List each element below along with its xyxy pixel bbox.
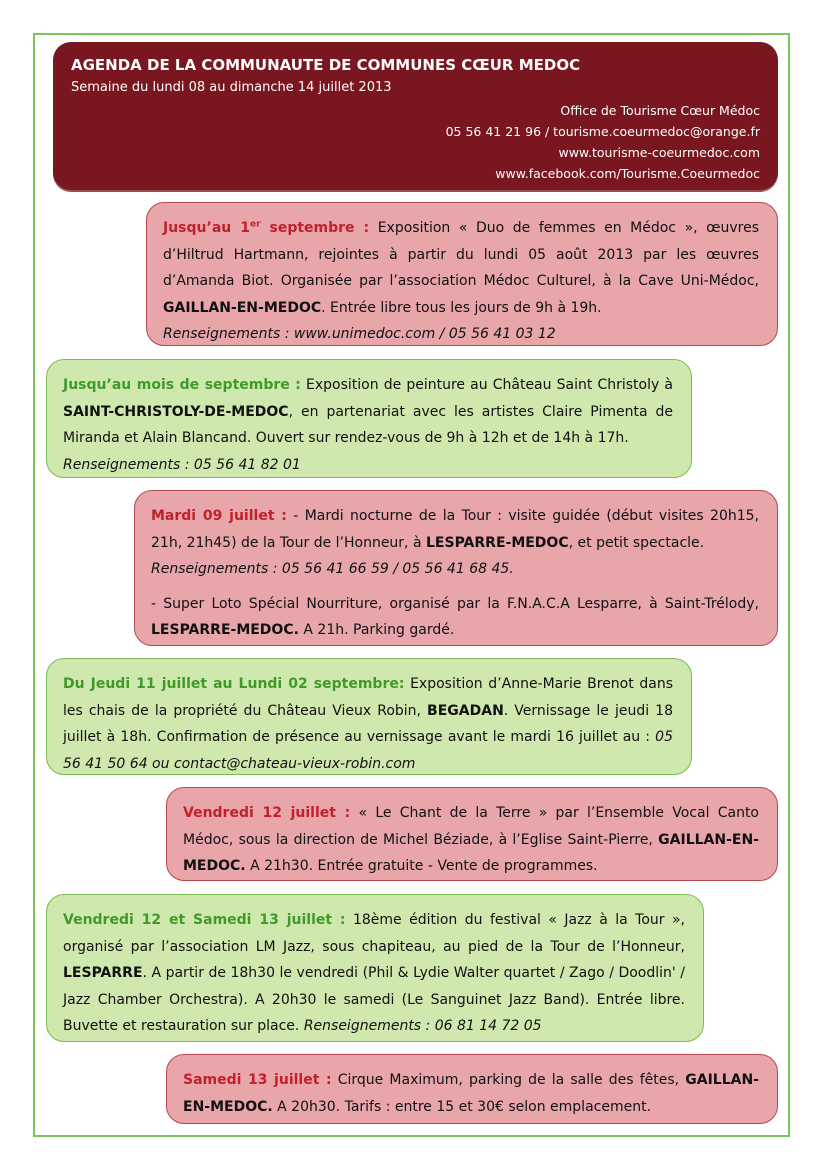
event-info: Renseignements : 05 56 41 82 01 [63,456,301,473]
agenda-title: AGENDA DE LA COMMUNAUTE DE COMMUNES CŒUR MEDOC [71,56,581,74]
event-card-5 [166,787,778,881]
event-description: « Le Chant de la Terre » par l’Ensemble Vocal Canto Médoc, sous la direction de Michel Béziade, à l’Eglise Saint-Pierre, [183,805,759,848]
event-date: Du Jeudi 11 juillet au Lundi 02 septembre: [63,676,405,692]
event-description: Exposition de peinture au Château Saint Christoly à [300,377,673,393]
event-description-2-end: A 21h. Parking gardé. [298,622,455,638]
office-phone-email: 05 56 41 21 96 / tourisme.coeurmedoc@orange.fr [445,124,760,139]
event-city: GAILLAN-EN-MEDOC. [183,831,759,874]
event-city: LESPARRE [63,965,143,981]
event-description: 18ème édition du festival « Jazz à la Tour », organisé par l’association LM Jazz, sous chapiteau, au pied de la Tour de l’Honneur, [63,912,685,955]
event-date: Jusqu’au 1er septembre : [163,219,370,236]
event-card-7 [166,1054,778,1124]
event-info: Renseignements : www.unimedoc.com / 05 56 41 03 12 [163,326,556,342]
event-description-end: . A partir de 18h30 le vendredi (Phil & Lydie Walter quartet / Zago / Doodlin' / Jazz Chamber Orchestra). A 20h30 le samedi (Le Sanguinet Jazz Band). Entrée libre. Buvette et restauration sur place. [63,965,685,1034]
event-description: Exposition d’Anne-Marie Brenot dans les chais de la propriété du Château Vieux Robin, [63,676,673,719]
event-description-2: - Super Loto Spécial Nourriture, organisé par la F.N.A.C.A Lesparre, à Saint-Trélody, [151,595,759,612]
event-city-2: LESPARRE-MEDOC. [151,622,299,638]
event-description-end: . Entrée libre tous les jours de 9h à 19h. [321,299,602,316]
tourism-office-contact [446,100,760,184]
event-date: Vendredi 12 juillet : [183,805,351,821]
event-description: Exposition « Duo de femmes en Médoc », œuvres d’Hiltrud Hartmann, rejointes à partir du lundi 05 août 2013 par les œuvres d’Amanda Biot. Organisée par l’association Médoc Culturel, à la Cave Uni-Médoc, [163,220,759,289]
event-date: Vendredi 12 et Samedi 13 juillet : [63,912,346,928]
event-description: Cirque Maximum, parking de la salle des fêtes, [331,1072,686,1088]
event-card-4 [46,658,692,775]
event-date: Jusqu’au mois de septembre : [63,377,301,393]
event-description-end: , en partenariat avec les artistes Claire Pimenta de Miranda et Alain Blancand. Ouvert sur rendez-vous de 9h à 12h et de 14h à 17h. [63,403,673,446]
event-info: 05 56 41 50 64 ou contact@chateau-vieux-robin.com [63,729,673,772]
event-city: BEGADAN [427,702,504,719]
event-description-end: A 21h30. Entrée gratuite - Vente de programmes. [245,858,598,874]
event-city: GAILLAN-EN-MEDOC [163,299,322,316]
event-card-2 [46,359,692,478]
event-date: Mardi 09 juillet : [151,508,287,524]
agenda-week: Semaine du lundi 08 au dimanche 14 juillet 2013 [71,80,392,95]
event-city: GAILLAN-EN-MEDOC. [183,1072,759,1115]
event-description-end: . Vernissage le jeudi 18 juillet à 18h. Confirmation de présence au vernissage avant le mardi 16 juillet au : [63,702,673,745]
event-card-6 [46,894,704,1042]
event-card-1 [146,202,778,346]
event-date: Samedi 13 juillet : [183,1072,332,1088]
office-facebook: www.facebook.com/Tourisme.Coeurmedoc [495,166,760,181]
event-city: LESPARRE-MEDOC [426,534,569,551]
event-description-end: A 20h30. Tarifs : entre 15 et 30€ selon emplacement. [272,1098,652,1115]
event-info: Renseignements : 06 81 14 72 05 [303,1018,542,1034]
event-city: SAINT-CHRISTOLY-DE-MEDOC [63,403,289,420]
event-card-3 [134,490,778,646]
event-description: - Mardi nocturne de la Tour : visite guidée (début visites 20h15, 21h, 21h45) de la Tour de l’Honneur, à [151,508,759,551]
office-website: www.tourisme-coeurmedoc.com [558,145,760,160]
office-name: Office de Tourisme Cœur Médoc [560,103,760,118]
event-description-end: , et petit spectacle. [568,534,705,551]
event-info: Renseignements : 05 56 41 66 59 / 05 56 41 68 45. [151,561,514,577]
agenda-header [53,42,778,190]
